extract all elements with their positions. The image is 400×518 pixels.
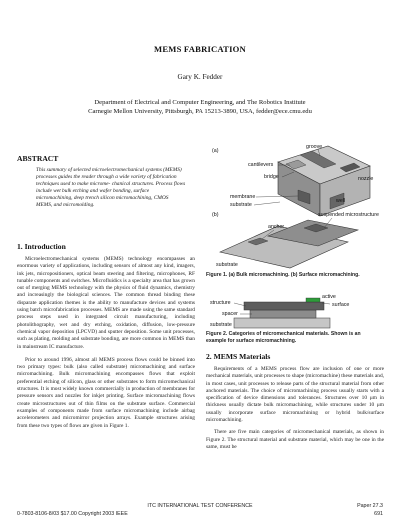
- footer-paper-number: Paper 27.3: [357, 503, 383, 509]
- intro-paragraph-1: Microelectromechanical systems (MEMS) technology encompasses an enormous variety of applications, including sensors of almost any kind, imagers, ink jets, micropositioners, optical beam steering and filtering, microphones, RF tunable components and switches. Microfluidics is a specialty area that has grown out of merging MEMS technology with the physics of fluid dynamics, chemistry and increasingly the biological sciences. The common thread binding these disparate application themes is the ability to manufacture devices and systems using batch microfabrication processes. MEMS are made using the same standard process steps used in integrated circuit manufacturing, including photolithography, wet and dry etching, oxidation, diffusion, low-pressure chemical vapor deposition (LPCVD) and sputter deposition. Some unit processes, such as plating, molding and substrate bonding, are more common in MEMS than in mainstream IC manufacture.: [17, 256, 195, 350]
- figure-1-caption: Figure 1. (a) Bulk micromachining. (b) Surface micromachining.: [206, 272, 360, 278]
- label-well: well: [336, 198, 346, 204]
- figure-2: [208, 292, 384, 330]
- figure-1-panel-a-label: (a): [212, 148, 219, 154]
- affiliation-line-2: Carnegie Mellon University, Pittsburgh, PA 15213-3890, USA, fedder@ece.cmu.edu: [88, 108, 312, 115]
- label-nozzle: nozzle: [358, 176, 374, 182]
- paper-author: Gary K. Fedder: [177, 73, 223, 81]
- abstract-text: This summary of selected microelectromechanical systems (MEMS) processes guides the reader through a wide variety of fabrication techniques used to make microme- chanical structures. Process flows include wet bulk etching and wafer bonding, surface micromachining, deep trench silicon micromachining, CMOS MEMS, and micromolding.: [36, 167, 186, 209]
- abstract-heading: ABSTRACT: [17, 154, 59, 163]
- material-layers: [234, 298, 330, 328]
- footer-page-number: 691: [374, 511, 383, 517]
- affiliation-line-1: Department of Electrical and Computer Engineering, and The Robotics Institute: [94, 99, 306, 106]
- label-anchor: anchor: [268, 224, 285, 230]
- label-groove: groove: [306, 144, 323, 150]
- footer-copyright: 0-7803-8106-8/03 $17.00 Copyright 2003 IEEE: [17, 511, 128, 517]
- label-substrate-a: substrate: [230, 202, 252, 208]
- intro-heading: 1. Introduction: [17, 242, 66, 251]
- materials-heading: 2. MEMS Materials: [206, 352, 271, 361]
- footer-conference: ITC INTERNATIONAL TEST CONFERENCE: [147, 503, 253, 509]
- figure-1: [208, 142, 384, 270]
- label-substrate-b: substrate: [216, 262, 238, 268]
- bulk-substrate-block: [278, 146, 370, 216]
- label-bridge: bridge: [264, 174, 279, 180]
- label-suspended-microstructure: suspended microstructure: [318, 212, 379, 218]
- label-cantilevers: cantilevers: [248, 162, 274, 168]
- materials-body: [206, 366, 384, 451]
- figure-2-caption: Figure 2. Categories of micromechanical materials. Shown is an example for surface micromachining.: [206, 331, 361, 344]
- label-spacer: spacer: [222, 311, 238, 317]
- label-structure: structure: [210, 300, 231, 306]
- affiliation: [0, 98, 400, 116]
- figure-1-panel-b-label: (b): [212, 212, 219, 218]
- paper-title: MEMS FABRICATION: [154, 44, 246, 54]
- label-surface: surface: [332, 302, 350, 308]
- intro-paragraph-2: Prior to around 1996, almost all MEMS process flows could be binned into two primary types: bulk (also called substrate) micromachining and surface micromachining. Bulk micromachining encompasses flows that exploit preferential etching of silicon, glass or other substrates to form micromechanical structures. It is most widely known commercially in production of membranes for pressure sensors and nozzles for inkjet printing. Surface micromachining flows create microstructures out of thin films on the substrate surface. Commercial examples of components made from surface micromachining include airbag accelerometers and micromirror projection arrays. Example structures arising from these two types of flows are given in Figure 1.: [17, 356, 195, 429]
- materials-paragraph-2: There are five main categories of micromechanical materials, as shown in Figure 2. The structural material and substrate material, which may be one in the same, must be: [206, 429, 384, 450]
- label-substrate: substrate: [210, 322, 232, 328]
- label-membrane: membrane: [230, 194, 256, 200]
- materials-paragraph-1: Requirements of a MEMS process flow are inclusion of one or more mechanical materials, unit processes to shape (micromachine) these materials and, in most cases, unit processes to release parts of the structural material from other anchored materials. The choice of micromachining process usually starts with a specification of device dimensions and tolerances. Structures over 10 μm in thickness usually dictate bulk micromachining, while structures under 10 μm usually incorporate surface micromachining or hybrid bulk/surface micromachining.: [206, 366, 384, 424]
- label-active: active: [322, 294, 336, 300]
- surface-micro-structure: [220, 220, 358, 268]
- intro-body: [17, 256, 195, 430]
